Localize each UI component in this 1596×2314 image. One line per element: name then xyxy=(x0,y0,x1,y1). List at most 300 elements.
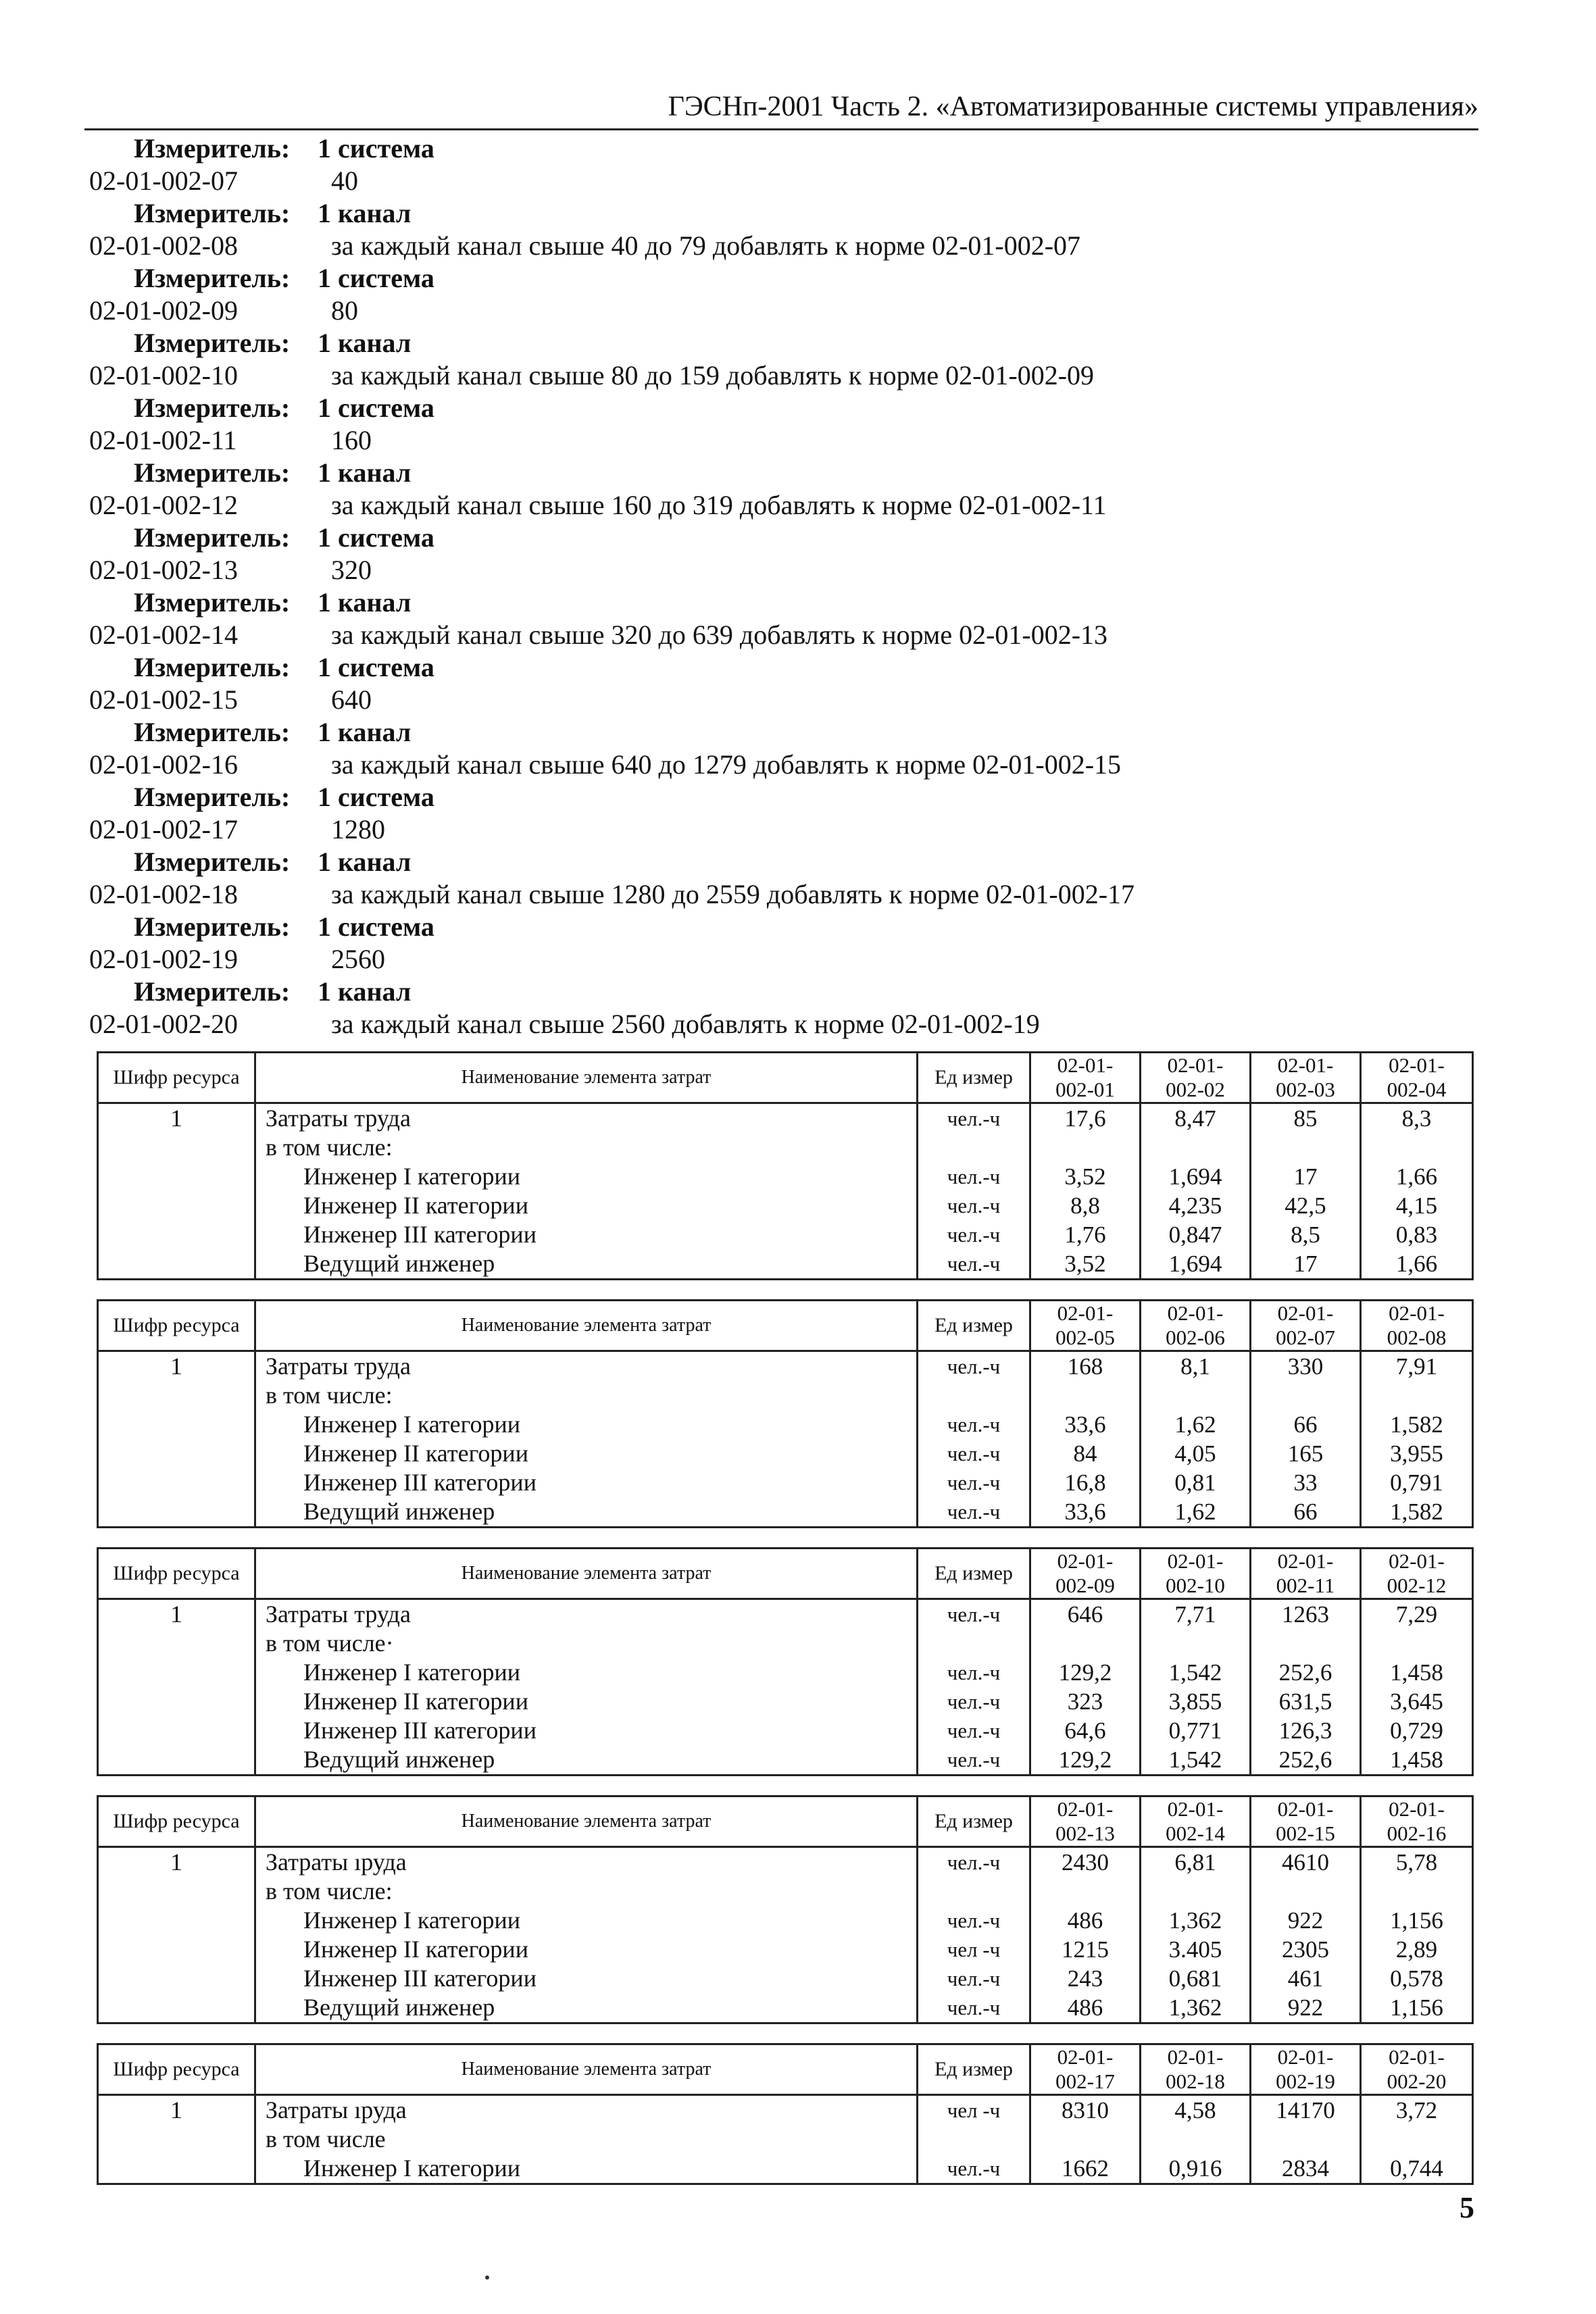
norm-code-part: 002-20 xyxy=(1387,2069,1447,2093)
cost-item-value: 1,66 xyxy=(1395,1163,1438,1190)
norm-code-part: 002-19 xyxy=(1276,2069,1335,2093)
cost-table xyxy=(97,1547,1474,1776)
cost-item-name: Инженер I категории xyxy=(303,1163,520,1190)
cost-item-value xyxy=(1251,2125,1360,2154)
cost-item-value: 243 xyxy=(1067,1965,1103,1992)
cost-item-unit xyxy=(918,1381,1029,1410)
cost-item-value: 1,582 xyxy=(1390,1499,1443,1525)
norm-code-part: 002-10 xyxy=(1166,1574,1225,1597)
norm-code-part: 002-14 xyxy=(1166,1821,1225,1845)
norm-code-part: 002-12 xyxy=(1387,1574,1447,1597)
cost-item-name: в том числе: xyxy=(266,1878,393,1905)
cost-item-value: 129,2 xyxy=(1058,1746,1112,1773)
norm-code-part: 002-04 xyxy=(1387,1078,1447,1101)
resource-code: 1 xyxy=(98,1351,255,1528)
measure-line xyxy=(89,586,1481,619)
resource-code: 1 xyxy=(98,2095,255,2184)
cost-item-value: 0,681 xyxy=(1168,1965,1222,1992)
cost-units xyxy=(918,1599,1030,1776)
norm-code-part: 002-07 xyxy=(1276,1326,1335,1349)
cost-item-name: Инженер III категории xyxy=(303,1221,537,1248)
cost-values xyxy=(1030,2095,1141,2184)
norm-text: 1280 xyxy=(331,814,385,845)
norm-code-part: 002-18 xyxy=(1166,2069,1225,2093)
cost-item-name: Инженер II категории xyxy=(303,1440,528,1467)
cost-item-name: Инженер II категории xyxy=(303,1936,528,1963)
cost-item-value: 631,5 xyxy=(1278,1688,1332,1715)
norm-text: за каждый канал свыше 1280 до 2559 добавлять к норме 02-01-002-17 xyxy=(331,879,1135,909)
cost-item-value: 0,847 xyxy=(1168,1222,1222,1248)
cost-item-value: 16,8 xyxy=(1064,1469,1106,1496)
cost-table xyxy=(97,1795,1474,2024)
cost-values xyxy=(1030,1103,1141,1280)
norm-code-part: 02-01- xyxy=(1167,2045,1224,2069)
measure-line xyxy=(89,911,1481,943)
cost-item-value: 8,3 xyxy=(1401,1105,1432,1132)
cost-item-value xyxy=(1251,1381,1360,1410)
norm-line xyxy=(89,813,1481,846)
cost-item-value: 3,72 xyxy=(1395,2097,1438,2123)
cost-item-value: 126,3 xyxy=(1278,1717,1332,1744)
table-header-row xyxy=(98,1796,1473,1847)
cost-item-value: 1,62 xyxy=(1174,1499,1216,1525)
cost-item-value: 33,6 xyxy=(1064,1499,1106,1525)
cost-item-value xyxy=(1362,1133,1472,1162)
table-header-row xyxy=(98,1053,1473,1103)
measure-line xyxy=(89,392,1481,424)
cost-item-name: Затраты ıруда xyxy=(266,2096,407,2123)
measure-value: 1 канал xyxy=(318,587,412,618)
cost-item-value: 129,2 xyxy=(1058,1659,1112,1686)
norm-code-part: 002-15 xyxy=(1276,1821,1335,1845)
cost-item-value: 1,694 xyxy=(1168,1251,1222,1277)
header-norm-code xyxy=(1030,2044,1141,2095)
norm-line xyxy=(89,230,1481,262)
cost-item-name: Инженер I категории xyxy=(303,1907,520,1934)
cost-table xyxy=(97,1299,1474,1528)
cost-item-value xyxy=(1251,1133,1360,1162)
cost-item-name: Ведущий инженер xyxy=(303,1994,495,2021)
header-norm-code xyxy=(1030,1796,1141,1847)
measure-label: Измеритель: xyxy=(134,263,291,293)
measure-label: Измеритель: xyxy=(134,457,291,488)
cost-names xyxy=(255,1847,918,2023)
norm-code: 02-01-002-18 xyxy=(89,879,238,909)
resource-code: 1 xyxy=(98,1847,255,2023)
norm-line xyxy=(89,424,1481,457)
norm-text: 160 xyxy=(331,425,372,455)
cost-item-value: 33 xyxy=(1293,1469,1318,1496)
norm-text: за каждый канал свыше 640 до 1279 добавлять к норме 02-01-002-15 xyxy=(331,749,1122,780)
cost-item-unit xyxy=(918,1629,1029,1658)
header-norm-code xyxy=(1361,1053,1473,1103)
cost-item-value: 0,729 xyxy=(1390,1717,1443,1744)
cost-values xyxy=(1030,1599,1141,1776)
cost-values xyxy=(1361,1103,1473,1280)
norm-code-part: 002-03 xyxy=(1276,1078,1335,1101)
cost-item-unit: чел.-ч xyxy=(947,1442,1001,1465)
measure-line xyxy=(89,976,1481,1008)
cost-item-name: Инженер I категории xyxy=(303,1659,520,1686)
norm-code-part: 02-01- xyxy=(1389,2045,1445,2069)
header-unit: Ед измер xyxy=(918,1053,1030,1103)
cost-item-name: Инженер III категории xyxy=(303,1469,537,1496)
header-norm-code xyxy=(1361,1549,1473,1599)
cost-item-value: 1,66 xyxy=(1395,1251,1438,1277)
header-norm-code xyxy=(1251,1301,1361,1351)
table-header-row xyxy=(98,1301,1473,1351)
cost-item-value: 486 xyxy=(1067,1994,1103,2021)
norm-code: 02-01-002-10 xyxy=(89,360,238,391)
measure-line xyxy=(89,716,1481,749)
cost-item-unit: чел.-ч xyxy=(947,1909,1001,1932)
cost-units xyxy=(918,1847,1030,2023)
cost-item-value: 1662 xyxy=(1062,2155,1109,2182)
cost-item-name: Инженер II категории xyxy=(303,1192,528,1219)
cost-item-unit: чел.-ч xyxy=(947,1107,1001,1130)
cost-item-name: в том числе xyxy=(266,2126,386,2153)
norm-text: за каждый канал свыше 2560 добавлять к норме 02-01-002-19 xyxy=(331,1009,1040,1039)
header-unit: Ед измер xyxy=(918,1796,1030,1847)
cost-values xyxy=(1361,2095,1473,2184)
cost-item-value: 33,6 xyxy=(1064,1411,1106,1438)
table-body-row xyxy=(98,1103,1473,1280)
cost-item-unit: чел.-ч xyxy=(947,2157,1001,2180)
header-unit: Ед измер xyxy=(918,1301,1030,1351)
header-resource: Шифр ресурса xyxy=(98,1549,255,1599)
header-norm-code xyxy=(1251,1053,1361,1103)
cost-item-value: 0,83 xyxy=(1395,1222,1438,1248)
cost-item-value: 84 xyxy=(1073,1440,1097,1467)
header-resource: Шифр ресурса xyxy=(98,1053,255,1103)
cost-values xyxy=(1141,1847,1251,2023)
cost-item-value xyxy=(1031,1877,1139,1906)
cost-item-name: в том числе: xyxy=(266,1382,393,1409)
norm-code-part: 02-01- xyxy=(1389,1301,1445,1325)
header-unit: Ед измер xyxy=(918,1549,1030,1599)
header-norm-code xyxy=(1030,1549,1141,1599)
cost-item-value xyxy=(1362,2125,1472,2154)
cost-values xyxy=(1251,1351,1361,1528)
cost-item-value: 1,362 xyxy=(1168,1994,1222,2021)
cost-item-value: 1,542 xyxy=(1168,1659,1222,1686)
norm-code-part: 02-01- xyxy=(1167,1053,1224,1077)
cost-item-value: 4,235 xyxy=(1168,1192,1222,1219)
header-resource: Шифр ресурса xyxy=(98,2044,255,2095)
cost-item-unit xyxy=(918,1133,1029,1162)
norm-line xyxy=(89,295,1481,327)
cost-item-value: 3,645 xyxy=(1390,1688,1443,1715)
cost-item-value: 4,58 xyxy=(1174,2097,1216,2123)
norm-line xyxy=(89,1008,1481,1040)
measure-line xyxy=(89,327,1481,359)
norm-code-part: 002-05 xyxy=(1055,1326,1115,1349)
measure-value: 1 система xyxy=(318,522,434,553)
header-norm-code xyxy=(1361,2044,1473,2095)
cost-item-unit: чел.-ч xyxy=(947,1194,1001,1217)
measure-value: 1 канал xyxy=(318,717,412,747)
cost-item-value: 6,81 xyxy=(1174,1849,1216,1876)
cost-item-name: Затраты ıруда xyxy=(266,1848,407,1876)
cost-units xyxy=(918,1103,1030,1280)
cost-item-unit: чел.-ч xyxy=(947,1471,1001,1494)
cost-values xyxy=(1251,1599,1361,1776)
measure-label: Измеритель: xyxy=(134,652,291,682)
measure-label: Измеритель: xyxy=(134,847,291,877)
header-norm-code xyxy=(1251,1549,1361,1599)
norm-code-part: 002-08 xyxy=(1387,1326,1447,1349)
cost-item-value: 1263 xyxy=(1282,1601,1329,1628)
cost-item-value: 66 xyxy=(1293,1411,1318,1438)
header-norm-code xyxy=(1141,2044,1251,2095)
cost-item-value: 1,694 xyxy=(1168,1163,1222,1190)
cost-item-value: 3,52 xyxy=(1064,1163,1106,1190)
cost-values xyxy=(1141,2095,1251,2184)
cost-item-value: 3,52 xyxy=(1064,1251,1106,1277)
cost-values xyxy=(1251,1847,1361,2023)
cost-item-value: 17,6 xyxy=(1064,1105,1106,1132)
measure-label: Измеритель: xyxy=(134,911,291,942)
cost-item-name: в том числе· xyxy=(266,1630,394,1657)
measure-line xyxy=(89,522,1481,554)
norm-code: 02-01-002-15 xyxy=(89,684,238,715)
cost-item-value: 7,29 xyxy=(1395,1601,1438,1628)
cost-item-value: 7,91 xyxy=(1395,1353,1438,1380)
norm-line xyxy=(89,165,1481,197)
cost-item-name: Инженер III категории xyxy=(303,1717,537,1744)
header-norm-code xyxy=(1251,1796,1361,1847)
cost-names xyxy=(255,1351,918,1528)
measure-value: 1 система xyxy=(318,393,434,423)
cost-item-name: Инженер III категории xyxy=(303,1965,537,1992)
cost-item-value: 646 xyxy=(1067,1601,1103,1628)
table-body-row xyxy=(98,1847,1473,2023)
measure-line xyxy=(89,781,1481,813)
cost-item-value: 0,744 xyxy=(1390,2155,1443,2182)
cost-names xyxy=(255,1599,918,1776)
cost-item-value: 1,156 xyxy=(1390,1994,1443,2021)
cost-item-value: 42,5 xyxy=(1285,1192,1326,1219)
cost-names xyxy=(255,2095,918,2184)
cost-item-value: 14170 xyxy=(1276,2097,1335,2123)
norm-code-part: 02-01- xyxy=(1057,2045,1114,2069)
header-norm-code xyxy=(1141,1796,1251,1847)
cost-item-value xyxy=(1141,1877,1249,1906)
cost-item-value: 1,156 xyxy=(1390,1907,1443,1934)
resource-code: 1 xyxy=(98,1103,255,1280)
cost-item-unit: чел -ч xyxy=(947,1938,1001,1961)
norm-code-part: 02-01- xyxy=(1389,1053,1445,1077)
measure-label: Измеритель: xyxy=(134,133,291,164)
cost-item-value: 1215 xyxy=(1062,1936,1109,1963)
header-norm-code xyxy=(1361,1301,1473,1351)
measure-label: Измеритель: xyxy=(134,522,291,553)
cost-item-value: 1,458 xyxy=(1390,1659,1443,1686)
cost-item-value: 8,5 xyxy=(1291,1222,1320,1248)
cost-item-value: 1,458 xyxy=(1390,1746,1443,1773)
cost-item-value xyxy=(1251,1877,1360,1906)
cost-item-value xyxy=(1141,1381,1249,1410)
header-name: Наименование элемента затрат xyxy=(255,2044,918,2095)
cost-item-unit: чел.-ч xyxy=(947,1500,1001,1524)
cost-item-unit: чел.-ч xyxy=(947,1661,1001,1684)
norm-line xyxy=(89,359,1481,392)
cost-item-value: 7,71 xyxy=(1174,1601,1216,1628)
norm-line xyxy=(89,619,1481,651)
cost-item-value xyxy=(1362,1629,1472,1658)
norm-code-part: 002-11 xyxy=(1276,1574,1335,1597)
norm-code: 02-01-002-20 xyxy=(89,1009,238,1039)
cost-item-value: 1,582 xyxy=(1390,1411,1443,1438)
cost-values xyxy=(1141,1103,1251,1280)
cost-item-name: Затраты труда xyxy=(266,1353,411,1380)
cost-item-value: 0,578 xyxy=(1390,1965,1443,1992)
norm-text: 320 xyxy=(331,555,372,585)
cost-item-unit: чел.-ч xyxy=(947,1603,1001,1626)
header-name: Наименование элемента затрат xyxy=(255,1796,918,1847)
measure-label: Измеритель: xyxy=(134,587,291,618)
cost-item-unit: чел.-ч xyxy=(947,1996,1001,2019)
norm-code-part: 02-01- xyxy=(1057,1549,1114,1573)
table-body-row xyxy=(98,1351,1473,1528)
cost-values xyxy=(1251,2095,1361,2184)
cost-item-value xyxy=(1141,2125,1249,2154)
cost-item-value: 2,89 xyxy=(1395,1936,1438,1963)
norm-code-part: 02-01- xyxy=(1277,1301,1334,1325)
cost-item-value xyxy=(1362,1381,1472,1410)
cost-item-unit xyxy=(918,1877,1029,1906)
measure-value: 1 система xyxy=(318,911,434,942)
table-body-row xyxy=(98,1599,1473,1776)
measure-value: 1 канал xyxy=(318,976,412,1007)
cost-item-unit: чел.-ч xyxy=(947,1719,1001,1742)
measure-line xyxy=(89,457,1481,489)
norm-code: 02-01-002-13 xyxy=(89,555,238,585)
cost-item-value xyxy=(1362,1877,1472,1906)
cost-item-value: 252,6 xyxy=(1278,1746,1332,1773)
header-name: Наименование элемента затрат xyxy=(255,1549,918,1599)
measure-line xyxy=(89,132,1481,165)
header-unit: Ед измер xyxy=(918,2044,1030,2095)
cost-item-value xyxy=(1031,1381,1139,1410)
resource-code: 1 xyxy=(98,1599,255,1776)
norm-line xyxy=(89,943,1481,976)
measure-label: Измеритель: xyxy=(134,717,291,747)
norm-code: 02-01-002-14 xyxy=(89,620,238,650)
norm-code-part: 02-01- xyxy=(1389,1797,1445,1821)
norm-text: 80 xyxy=(331,295,358,326)
cost-item-value xyxy=(1141,1629,1249,1658)
cost-item-value: 17 xyxy=(1293,1251,1318,1277)
norm-code: 02-01-002-16 xyxy=(89,749,238,780)
measure-value: 1 система xyxy=(318,133,434,164)
norm-code-part: 02-01- xyxy=(1277,2045,1334,2069)
header-norm-code xyxy=(1030,1053,1141,1103)
norm-code: 02-01-002-12 xyxy=(89,490,238,520)
measure-line xyxy=(89,846,1481,878)
norm-code: 02-01-002-08 xyxy=(89,230,238,261)
cost-item-unit: чел.-ч xyxy=(947,1355,1001,1378)
cost-item-value xyxy=(1031,2125,1139,2154)
cost-values xyxy=(1030,1847,1141,2023)
norm-code-part: 002-16 xyxy=(1387,1821,1447,1845)
cost-item-unit: чел -ч xyxy=(947,2098,1001,2122)
cost-names xyxy=(255,1103,918,1280)
cost-item-value: 8,8 xyxy=(1070,1192,1100,1219)
cost-item-value: 323 xyxy=(1067,1688,1103,1715)
norm-text: за каждый канал свыше 40 до 79 добавлять к норме 02-01-002-07 xyxy=(331,230,1081,261)
header-norm-code xyxy=(1141,1549,1251,1599)
cost-item-unit: чел.-ч xyxy=(947,1748,1001,1771)
cost-values xyxy=(1361,1351,1473,1528)
measure-value: 1 канал xyxy=(318,198,412,228)
cost-item-unit: чел.-ч xyxy=(947,1252,1001,1276)
cost-item-name: Ведущий инженер xyxy=(303,1746,495,1773)
measure-value: 1 система xyxy=(318,652,434,682)
norm-line xyxy=(89,684,1481,716)
cost-item-name: в том числе: xyxy=(266,1134,393,1161)
cost-item-value: 168 xyxy=(1067,1353,1103,1380)
table-header-row xyxy=(98,2044,1473,2095)
measure-label: Измеритель: xyxy=(134,393,291,423)
cost-item-unit: чел.-ч xyxy=(947,1223,1001,1247)
norm-code-part: 02-01- xyxy=(1057,1053,1114,1077)
cost-values xyxy=(1251,1103,1361,1280)
norm-text: 640 xyxy=(331,684,372,715)
cost-values xyxy=(1141,1351,1251,1528)
header-resource: Шифр ресурса xyxy=(98,1796,255,1847)
cost-item-name: Ведущий инженер xyxy=(303,1498,495,1525)
cost-item-value: 66 xyxy=(1293,1499,1318,1525)
cost-item-value: 922 xyxy=(1287,1994,1324,2021)
norm-code-part: 002-06 xyxy=(1166,1326,1225,1349)
cost-values xyxy=(1361,1847,1473,2023)
norm-code-part: 02-01- xyxy=(1167,1549,1224,1573)
cost-item-name: Ведущий инженер xyxy=(303,1250,495,1277)
cost-item-name: Инженер II категории xyxy=(303,1688,528,1715)
norm-code-part: 02-01- xyxy=(1167,1301,1224,1325)
norm-code-part: 002-17 xyxy=(1055,2069,1115,2093)
header-name: Наименование элемента затрат xyxy=(255,1301,918,1351)
cost-item-value: 8310 xyxy=(1062,2097,1109,2123)
header-norm-code xyxy=(1030,1301,1141,1351)
cost-item-value: 252,6 xyxy=(1278,1659,1332,1686)
measures-list xyxy=(89,132,1481,1040)
cost-table xyxy=(97,2043,1474,2185)
cost-item-value: 0,916 xyxy=(1168,2155,1222,2182)
cost-item-value: 4,15 xyxy=(1395,1192,1438,1219)
measure-value: 1 система xyxy=(318,782,434,812)
cost-table xyxy=(97,1051,1474,1280)
norm-code: 02-01-002-09 xyxy=(89,295,238,326)
norm-code-part: 002-09 xyxy=(1055,1574,1115,1597)
header-norm-code xyxy=(1141,1301,1251,1351)
cost-item-value: 8,1 xyxy=(1180,1353,1210,1380)
cost-item-name: Инженер I категории xyxy=(303,2155,520,2182)
document-title: ГЭСНп-2001 Часть 2. «Автоматизированные системы управления» xyxy=(668,91,1478,122)
header-norm-code xyxy=(1141,1053,1251,1103)
norm-code-part: 02-01- xyxy=(1277,1797,1334,1821)
cost-item-unit: чел.-ч xyxy=(947,1413,1001,1436)
cost-item-value: 8,47 xyxy=(1174,1105,1216,1132)
cost-item-value: 64,6 xyxy=(1064,1717,1106,1744)
cost-item-value: 85 xyxy=(1293,1105,1318,1132)
norm-text: за каждый канал свыше 80 до 159 добавлять к норме 02-01-002-09 xyxy=(331,360,1095,391)
norm-code: 02-01-002-11 xyxy=(89,425,237,455)
measure-line xyxy=(89,651,1481,684)
measure-label: Измеритель: xyxy=(134,198,291,228)
cost-values xyxy=(1141,1599,1251,1776)
